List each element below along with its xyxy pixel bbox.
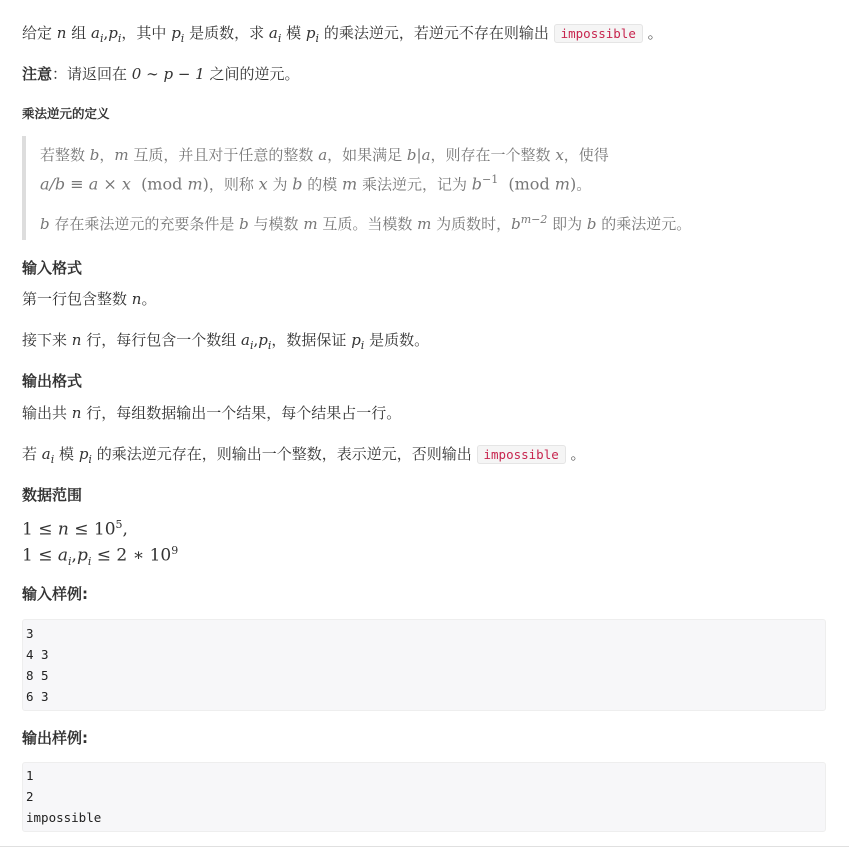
data-range-line-1 xyxy=(22,514,128,541)
math-b: b xyxy=(239,215,249,233)
math-comma: , xyxy=(122,519,128,540)
math-close-paren: ) xyxy=(202,174,209,194)
text: ，其中 xyxy=(121,24,172,42)
text: ：请返回在 xyxy=(52,65,132,83)
text: 互质。当模数 xyxy=(317,215,418,233)
math-sub-i: i xyxy=(68,555,72,569)
math-x: x xyxy=(258,174,268,194)
text: 即为 xyxy=(547,215,587,233)
math-sub-i: i xyxy=(277,32,282,45)
text: 若 xyxy=(22,445,42,463)
note xyxy=(22,63,299,85)
text: 给定 xyxy=(22,24,57,42)
math-a: a xyxy=(241,331,250,349)
math-p: p xyxy=(78,445,89,463)
text: ，使得 xyxy=(563,146,609,164)
text: 的乘法逆元存在，则输出一个整数，表示逆元，否则输出 xyxy=(91,445,477,463)
text: 的乘法逆元。 xyxy=(596,215,692,233)
text: 。 xyxy=(141,290,157,308)
math-b: b xyxy=(292,174,303,194)
text: ，则称 xyxy=(208,175,259,194)
math-x: x xyxy=(555,146,564,164)
math-n: n xyxy=(56,24,67,42)
input-format-title: 输入格式 xyxy=(22,259,83,277)
math-close-paren: ) xyxy=(569,174,577,194)
math-mod: (mod xyxy=(141,174,183,194)
inline-code-impossible: impossible xyxy=(477,445,566,464)
input-format-line-1 xyxy=(22,288,156,310)
math-sup: 9 xyxy=(171,544,179,557)
text: 。 xyxy=(642,24,663,42)
math-m: m xyxy=(342,174,358,194)
math-b: b xyxy=(89,146,100,164)
math-sub-i: i xyxy=(87,555,92,569)
math-comma: , xyxy=(253,331,259,349)
text: ， xyxy=(99,146,115,164)
math-p: p xyxy=(305,24,316,42)
text: 若整数 xyxy=(40,146,90,164)
math-range: 0 ∼ p − 1 xyxy=(131,65,205,83)
math-n: n xyxy=(71,331,82,349)
text: 行，每行包含一个数组 xyxy=(81,331,241,349)
math-b: b xyxy=(511,215,521,233)
math-sub-i: i xyxy=(180,32,185,45)
text: 组 xyxy=(66,24,91,42)
text: 的乘法逆元，若逆元不存在则输出 xyxy=(319,24,554,42)
math-sub-i: i xyxy=(50,453,55,466)
math-b-divides-a: b|a xyxy=(406,146,431,164)
text: 。 xyxy=(565,445,586,463)
math-a: a xyxy=(41,445,51,463)
text: 为质数时， xyxy=(431,215,512,233)
math-text: 1 ≤ xyxy=(22,519,58,540)
code-line: 8 5 xyxy=(26,668,49,683)
math-sup-m-minus-2: m−2 xyxy=(520,213,548,226)
definition-title: 乘法逆元的定义 xyxy=(22,106,110,121)
math-b: b xyxy=(586,215,597,233)
math-congruence: a/b ≡ a × x xyxy=(40,174,131,194)
sample-output-title: 输出样例: xyxy=(22,729,88,747)
math-sup: 5 xyxy=(115,518,123,531)
math-b: b xyxy=(471,174,482,194)
math-p: p xyxy=(351,331,361,349)
text: 互质，并且对于任意的整数 xyxy=(128,146,319,164)
math-comma: , xyxy=(103,24,109,42)
math-sub-i: i xyxy=(360,339,365,352)
math-text: 1 ≤ xyxy=(22,545,58,566)
math-m: m xyxy=(554,174,570,194)
sample-input-block[interactable] xyxy=(22,619,826,711)
text: 乘法逆元，记为 xyxy=(357,175,472,194)
bottom-divider xyxy=(0,846,849,847)
math-b: b xyxy=(40,215,50,233)
code-line: 1 xyxy=(26,768,34,783)
text: 为 xyxy=(267,175,293,194)
text: 是质数，求 xyxy=(184,24,269,42)
math-m: m xyxy=(303,215,318,233)
text: ，如果满足 xyxy=(327,146,407,164)
math-p: p xyxy=(171,24,181,42)
math-sub-i: i xyxy=(267,339,272,352)
math-p: p xyxy=(108,24,118,42)
code-line: 3 xyxy=(26,626,34,641)
note-label: 注意 xyxy=(22,65,53,83)
definition-line-2 xyxy=(40,169,591,195)
code-line: 2 xyxy=(26,789,34,804)
text: 之间的逆元。 xyxy=(204,65,300,83)
math-p: p xyxy=(258,331,268,349)
data-range-line-2 xyxy=(22,540,178,573)
math-sub-i: i xyxy=(249,339,254,352)
text: 存在乘法逆元的充要条件是 xyxy=(49,215,240,233)
math-m: m xyxy=(417,215,432,233)
output-format-line-2 xyxy=(22,443,586,471)
text: 第一行包含整数 xyxy=(22,290,132,308)
math-m: m xyxy=(187,174,203,194)
math-sub-i: i xyxy=(88,453,92,466)
math-sup-minus-1: −1 xyxy=(482,173,499,186)
math-n: n xyxy=(131,290,142,308)
math-comma: , xyxy=(71,545,77,566)
math-text: ≤ 2 ∗ 10 xyxy=(91,545,172,566)
text: 模 xyxy=(281,24,306,42)
code-line: 6 3 xyxy=(26,689,49,704)
output-format-line-1 xyxy=(22,402,401,424)
text: 接下来 xyxy=(22,331,72,349)
math-a: a xyxy=(268,24,278,42)
math-sub-i: i xyxy=(117,32,122,45)
text: 输出共 xyxy=(22,404,72,422)
sample-output-block[interactable] xyxy=(22,762,826,832)
math-sub-i: i xyxy=(99,32,104,45)
text: 行，每组数据输出一个结果，每个结果占一行。 xyxy=(81,404,402,422)
code-line: 4 3 xyxy=(26,647,49,662)
definition-line-1 xyxy=(40,144,609,166)
math-a: a xyxy=(91,24,100,42)
math-n: n xyxy=(71,404,82,422)
math-mod: (mod xyxy=(508,174,550,194)
text: 模 xyxy=(54,445,79,463)
math-sub-i: i xyxy=(315,32,320,45)
text: ，数据保证 xyxy=(271,331,352,349)
text: 是质数。 xyxy=(364,331,430,349)
math-n: n xyxy=(57,519,69,540)
math-m: m xyxy=(114,146,129,164)
text: 。 xyxy=(576,175,592,194)
problem-statement xyxy=(22,22,663,50)
data-range-title: 数据范围 xyxy=(22,486,83,504)
input-format-line-2 xyxy=(22,329,429,357)
text: ，则存在一个整数 xyxy=(430,146,556,164)
math-p: p xyxy=(76,545,88,566)
definition-blockquote xyxy=(22,136,830,240)
code-line: impossible xyxy=(26,810,102,825)
inline-code-impossible: impossible xyxy=(554,24,643,43)
math-a: a xyxy=(318,146,328,164)
math-text: ≤ 10 xyxy=(68,519,116,540)
math-a: a xyxy=(57,545,69,566)
text: 与模数 xyxy=(248,215,304,233)
output-format-title: 输出格式 xyxy=(22,372,83,390)
sample-input-title: 输入样例: xyxy=(22,585,88,603)
definition-line-3 xyxy=(40,209,691,235)
text: 的模 xyxy=(302,175,343,194)
